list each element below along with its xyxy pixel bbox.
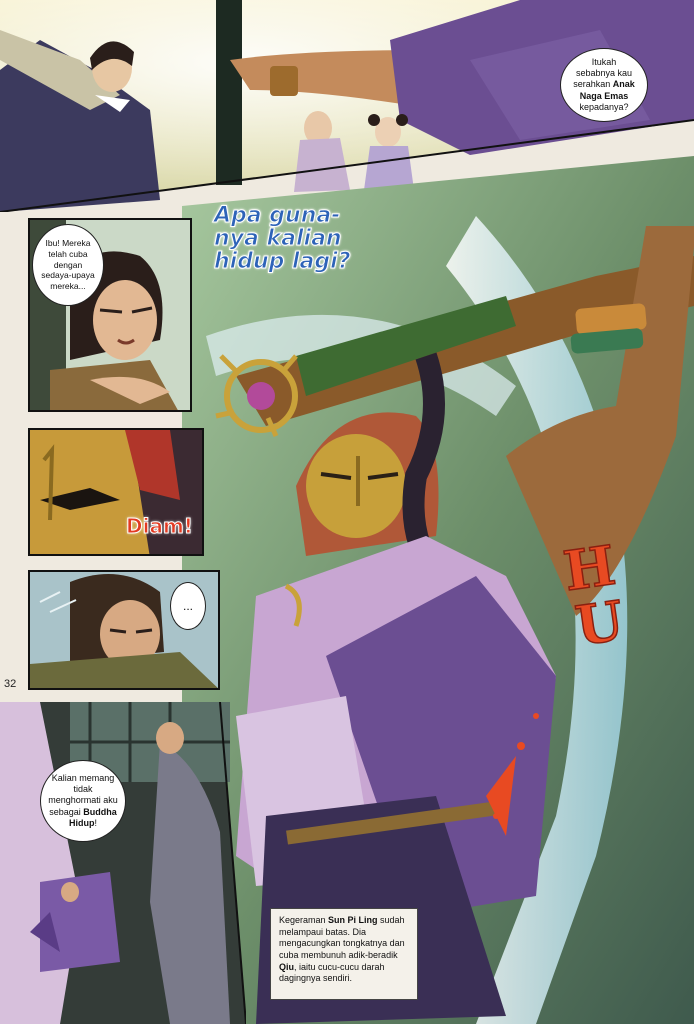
bubble-text: Itukah sebabnya kau serahkan Anak Naga Emas kepadanya? (573, 56, 635, 112)
bubble-anak-naga-emas (560, 48, 648, 122)
shout-line-1: Apa guna- (214, 203, 341, 228)
page-number: 32 (4, 678, 17, 690)
panel-woman-ibu (28, 218, 192, 412)
shout-diam: Diam! (126, 514, 193, 538)
panel-diam (28, 428, 204, 556)
bubble-text: Kalian memang tidak menghormati aku sebagai Buddha Hidup! (48, 772, 118, 828)
sfx-u: U (571, 588, 628, 658)
shout-line-3: hidup lagi? (214, 249, 351, 275)
panel-silent-man (28, 570, 220, 690)
bubble-buddha-hidup (40, 760, 126, 842)
narration-caption: Kegeraman Sun Pi Ling sudah melampaui batas. Dia mengacungkan tongkatnya dan cuba membunuh adik-beradik Qiu, iaitu cucu-cucu darah dagingnya sendiri. (270, 908, 418, 1000)
panel-buddha-art (0, 702, 246, 1024)
shout-line-2: nya kalian (214, 226, 342, 252)
panel-buddha-hidup (0, 702, 246, 1024)
sfx-h: H (559, 532, 620, 604)
bubble-ibu (32, 224, 104, 306)
panel-main-action (176, 156, 694, 1024)
bubble-ellipsis: ... (170, 582, 206, 630)
shout-apa-guna (214, 204, 350, 273)
bubble-text: Ibu! Mereka telah cuba dengan sedaya-upaya mereka... (41, 238, 95, 291)
